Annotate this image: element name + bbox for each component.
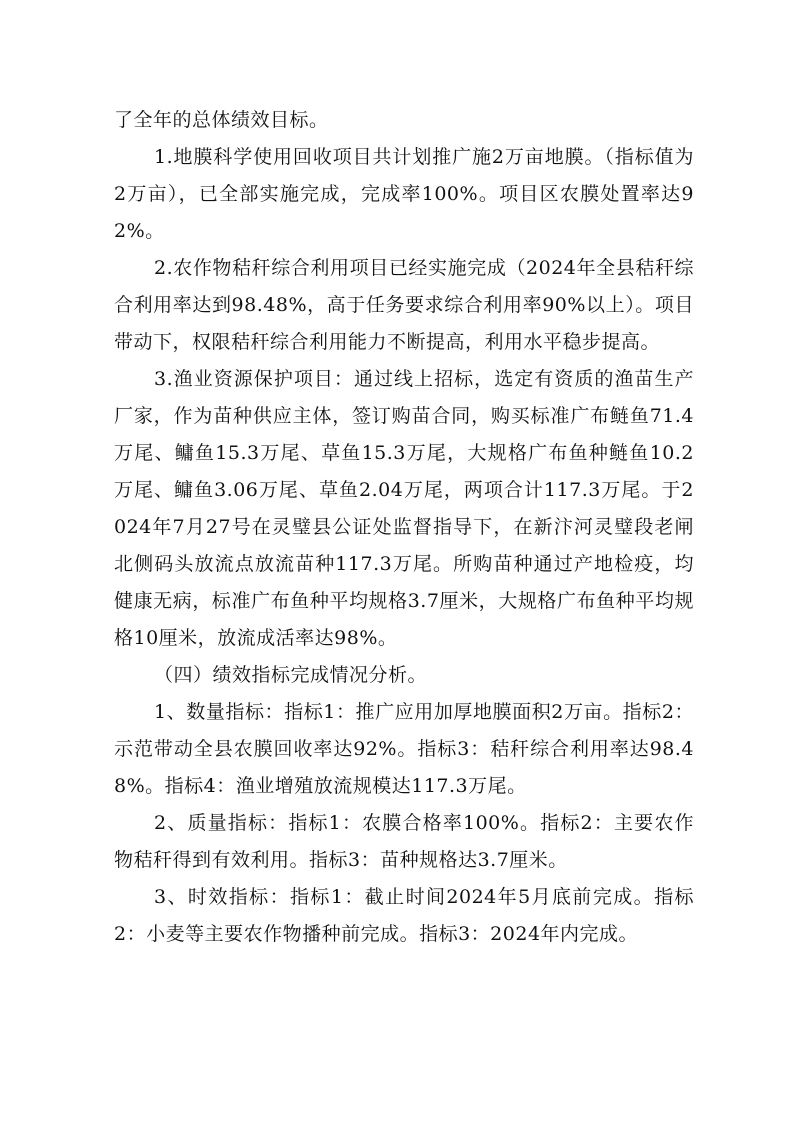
paragraph-fishery-protection: 3.渔业资源保护项目：通过线上招标，选定有资质的渔苗生产厂家，作为苗种供应主体，签订购苗合同，购买标准广布鲢鱼71.4万尾、鳙鱼15.3万尾、草鱼15.3万尾，大规格广布鱼种鲢鱼10.2万尾、鳙鱼3.06万尾、草鱼2.04万尾，两项合计117.3万尾。于2024年7月27号在灵璧县公证处监督指导下，在新汴河灵璧段老闸北侧码头放流点放流苗种117.3万尾。所购苗种通过产地检疫，均健康无病，标准广布鱼种平均规格3.7厘米，大规格广布鱼种平均规格10厘米，放流成活率达98%。 [114,368,694,649]
paragraph-timeliness-indicators: 3、时效指标：指标1：截止时间2024年5月底前完成。指标2：小麦等主要农作物播种前完成。指标3：2024年内完成。 [114,886,694,945]
section-heading-indicators: （四）绩效指标完成情况分析。 [154,664,428,686]
paragraph-quantity-indicators: 1、数量指标：指标1：推广应用加厚地膜面积2万亩。指标2：示范带动全县农膜回收率达92%。指标3：秸秆综合利用率达98.48%。指标4：渔业增殖放流规模达117.3万尾。 [114,701,694,797]
paragraph-film-recycling: 1.地膜科学使用回收项目共计划推广施2万亩地膜。（指标值为2万亩），已全部实施完成，完成率100%。项目区农膜处置率达92%。 [114,146,694,242]
paragraph-straw-utilization: 2.农作物秸秆综合利用项目已经实施完成（2024年全县秸秆综合利用率达到98.48%，高于任务要求综合利用率90%以上）。项目带动下，权限秸秆综合利用能力不断提高，利用水平稳步提高。 [114,257,694,353]
paragraph-quality-indicators: 2、质量指标：指标1：农膜合格率100%。指标2：主要农作物秸秆得到有效利用。指标3：苗种规格达3.7厘米。 [114,812,694,871]
document-body [114,102,694,953]
paragraph-continuation: 了全年的总体绩效目标。 [114,109,329,131]
